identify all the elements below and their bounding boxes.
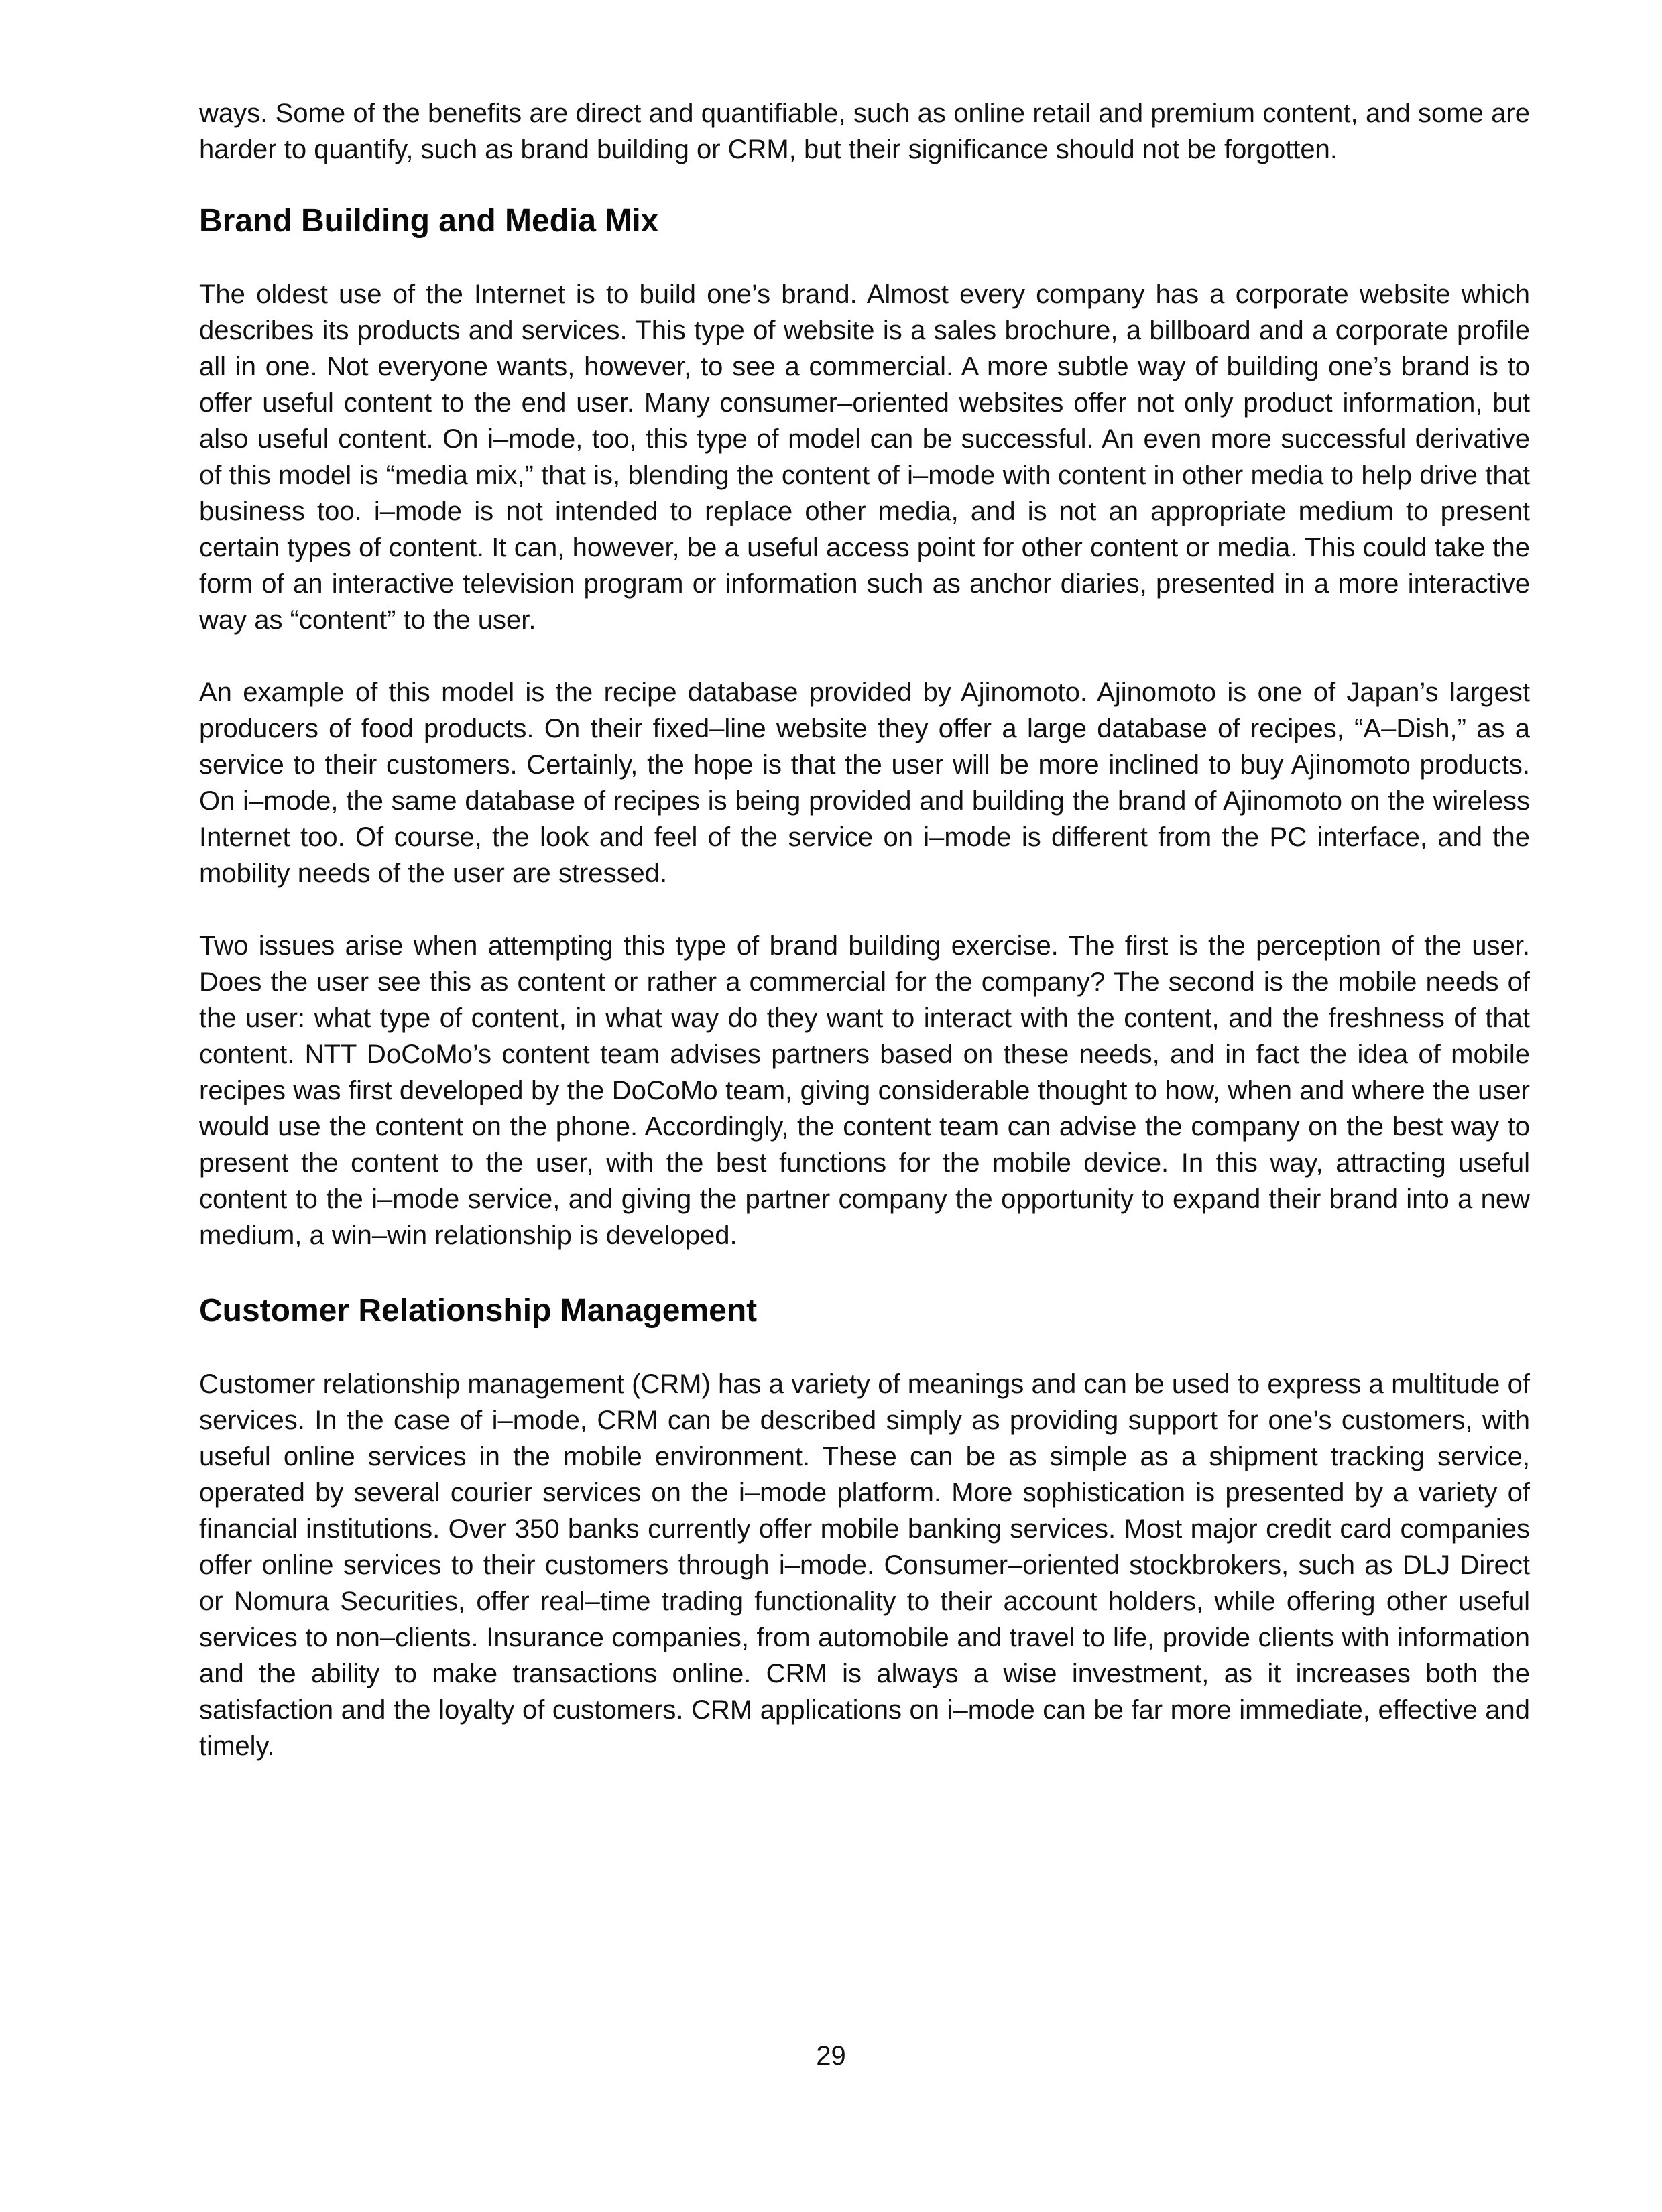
crm-paragraph-1: Customer relationship management (CRM) has a variety of meanings and can be used to express a multitude of services. In the case of i–mode, CRM can be described simply as providing support for one’s customers, with useful online services in the mobile environment. These can be as simple as a shipment tracking service, operated by several courier services on the i–mode platform. More sophistication is presented by a variety of financial institutions. Over 350 banks currently offer mobile banking services. Most major credit card companies offer online services to their customers through i–mode. Consumer–oriented stockbrokers, such as DLJ Direct or Nomura Securities, offer real–time trading functionality to their account holders, while offering other useful services to non–clients. Insurance companies, from automobile and travel to life, provide clients with information and the ability to make transactions online. CRM is always a wise investment, as it increases both the satisfaction and the loyalty of customers. CRM applications on i–mode can be far more immediate, effective and timely. — [199, 1369, 1530, 1761]
brand-paragraph-3: Two issues arise when attempting this type of brand building exercise. The first is the perception of the user. Does the user see this as content or rather a commercial for the company? The second is the mobile needs of the user: what type of content, in what way do they want to interact with the content, and the freshness of that content. NTT DoCoMo’s content team advises partners based on these needs, and in fact the idea of mobile recipes was first developed by the DoCoMo team, giving considerable thought to how, when and where the user would use the content on the phone. Accordingly, the content team can advise the company on the best way to present the content to the user, with the best functions for the mobile device. In this way, attracting useful content to the i–mode service, and giving the partner company the opportunity to expand their brand into a new medium, a win–win relationship is developed. — [199, 931, 1530, 1250]
section-heading-crm: Customer Relationship Management — [199, 1293, 758, 1329]
page-number: 29 — [816, 2041, 846, 2071]
section-heading-brand-building: Brand Building and Media Mix — [199, 203, 659, 239]
document-page — [199, 95, 1530, 1764]
brand-paragraph-2: An example of this model is the recipe database provided by Ajinomoto. Ajinomoto is one of Japan’s largest producers of food products. On their fixed–line website they offer a large database of recipes, “A–Dish,” as a service to their customers. Certainly, the hope is that the user will be more inclined to buy Ajinomoto products. On i–mode, the same database of recipes is being provided and building the brand of Ajinomoto on the wireless Internet too. Of course, the look and feel of the service on i–mode is different from the PC interface, and the mobility needs of the user are stressed. — [199, 678, 1530, 888]
brand-paragraph-1: The oldest use of the Internet is to build one’s brand. Almost every company has a corporate website which describes its products and services. This type of website is a sales brochure, a billboard and a corporate profile all in one. Not everyone wants, however, to see a commercial. A more subtle way of building one’s brand is to offer useful content to the end user. Many consumer–oriented websites offer not only product information, but also useful content. On i–mode, too, this type of model can be successful. An even more successful derivative of this model is “media mix,” that is, blending the content of i–mode with content in other media to help drive that business too. i–mode is not intended to replace other media, and is not an appropriate medium to present certain types of content. It can, however, be a useful access point for other content or media. This could take the form of an interactive television program or information such as anchor diaries, presented in a more interactive way as “content” to the user. — [199, 280, 1530, 635]
intro-paragraph: ways. Some of the benefits are direct and quantifiable, such as online retail and premium content, and some are harder to quantify, such as brand building or CRM, but their significance should not be forgotten. — [199, 99, 1530, 164]
